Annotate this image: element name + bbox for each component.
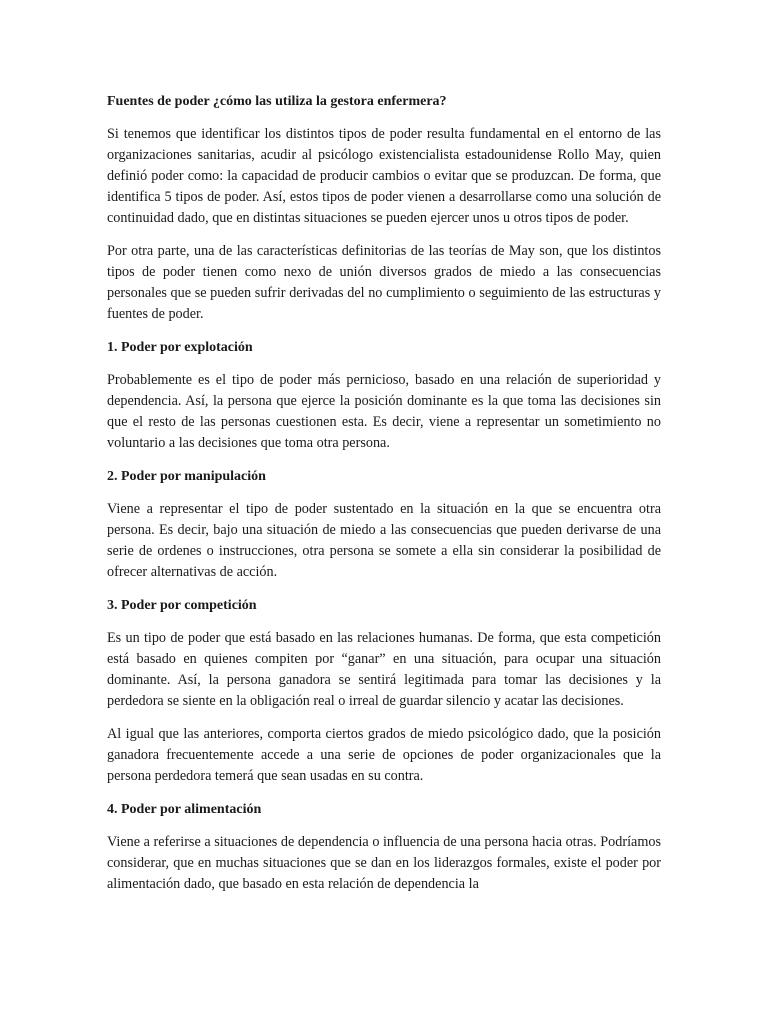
intro-paragraph-1: Si tenemos que identificar los distintos tipos de poder resulta fundamental en el entorno de las organizaciones sanitarias, acudir al psicólogo existencialista estadounidense Rollo May, quien definió poder como: la capacidad de producir cambios o evitar que se produzcan. De forma, que identifica 5 tipos de poder. Así, estos tipos de poder vienen a desarrollarse como una solución de continuidad dado, que en distintas situaciones se pueden ejercer unos u otros tipos de poder.: [107, 126, 661, 226]
section-heading-competicion: 3. Poder por competición: [107, 598, 257, 613]
section-paragraph: Probablemente es el tipo de poder más pernicioso, basado en una relación de superioridad y dependencia. Así, la persona que ejerce la posición dominante es la que toma las decisiones sin que el resto de las personas cuestionen esta. Es decir, viene a representar un sometimiento no voluntario a las decisiones que toma otra persona.: [107, 372, 661, 451]
document-page: [107, 91, 661, 907]
section-paragraph: Viene a representar el tipo de poder sustentado en la situación en la que se encuentra otra persona. Es decir, bajo una situación de miedo a las consecuencias que pueden derivarse de una serie de ordenes o instrucciones, otra persona se somete a ella sin considerar la posibilidad de ofrecer alternativas de acción.: [107, 501, 661, 580]
section-heading-explotacion: 1. Poder por explotación: [107, 340, 253, 355]
section-heading-manipulacion: 2. Poder por manipulación: [107, 469, 266, 484]
section-paragraph: Es un tipo de poder que está basado en las relaciones humanas. De forma, que esta competición está basado en quienes compiten por “ganar” en una situación, para ocupar una situación dominante. Así, la persona ganadora se sentirá legitimada para tomar las decisiones y la perdedora se siente en la obligación real o irreal de guardar silencio y acatar las decisiones.: [107, 630, 661, 709]
document-title: Fuentes de poder ¿cómo las utiliza la gestora enfermera?: [107, 94, 447, 109]
intro-paragraph-2: Por otra parte, una de las características definitorias de las teorías de May son, que los distintos tipos de poder tienen como nexo de unión diversos grados de miedo a las consecuencias personales que se pueden sufrir derivadas del no cumplimiento o seguimiento de las estructuras y fuentes de poder.: [107, 243, 661, 322]
section-heading-alimentacion: 4. Poder por alimentación: [107, 802, 262, 817]
section-paragraph: Viene a referirse a situaciones de dependencia o influencia de una persona hacia otras. Podríamos considerar, que en muchas situaciones que se dan en los liderazgos formales, existe el poder por alimentación dado, que basado en esta relación de dependencia la: [107, 834, 661, 892]
section-paragraph: Al igual que las anteriores, comporta ciertos grados de miedo psicológico dado, que la posición ganadora frecuentemente accede a una serie de opciones de poder organizacionales que la persona perdedora temerá que sean usadas en su contra.: [107, 726, 661, 784]
